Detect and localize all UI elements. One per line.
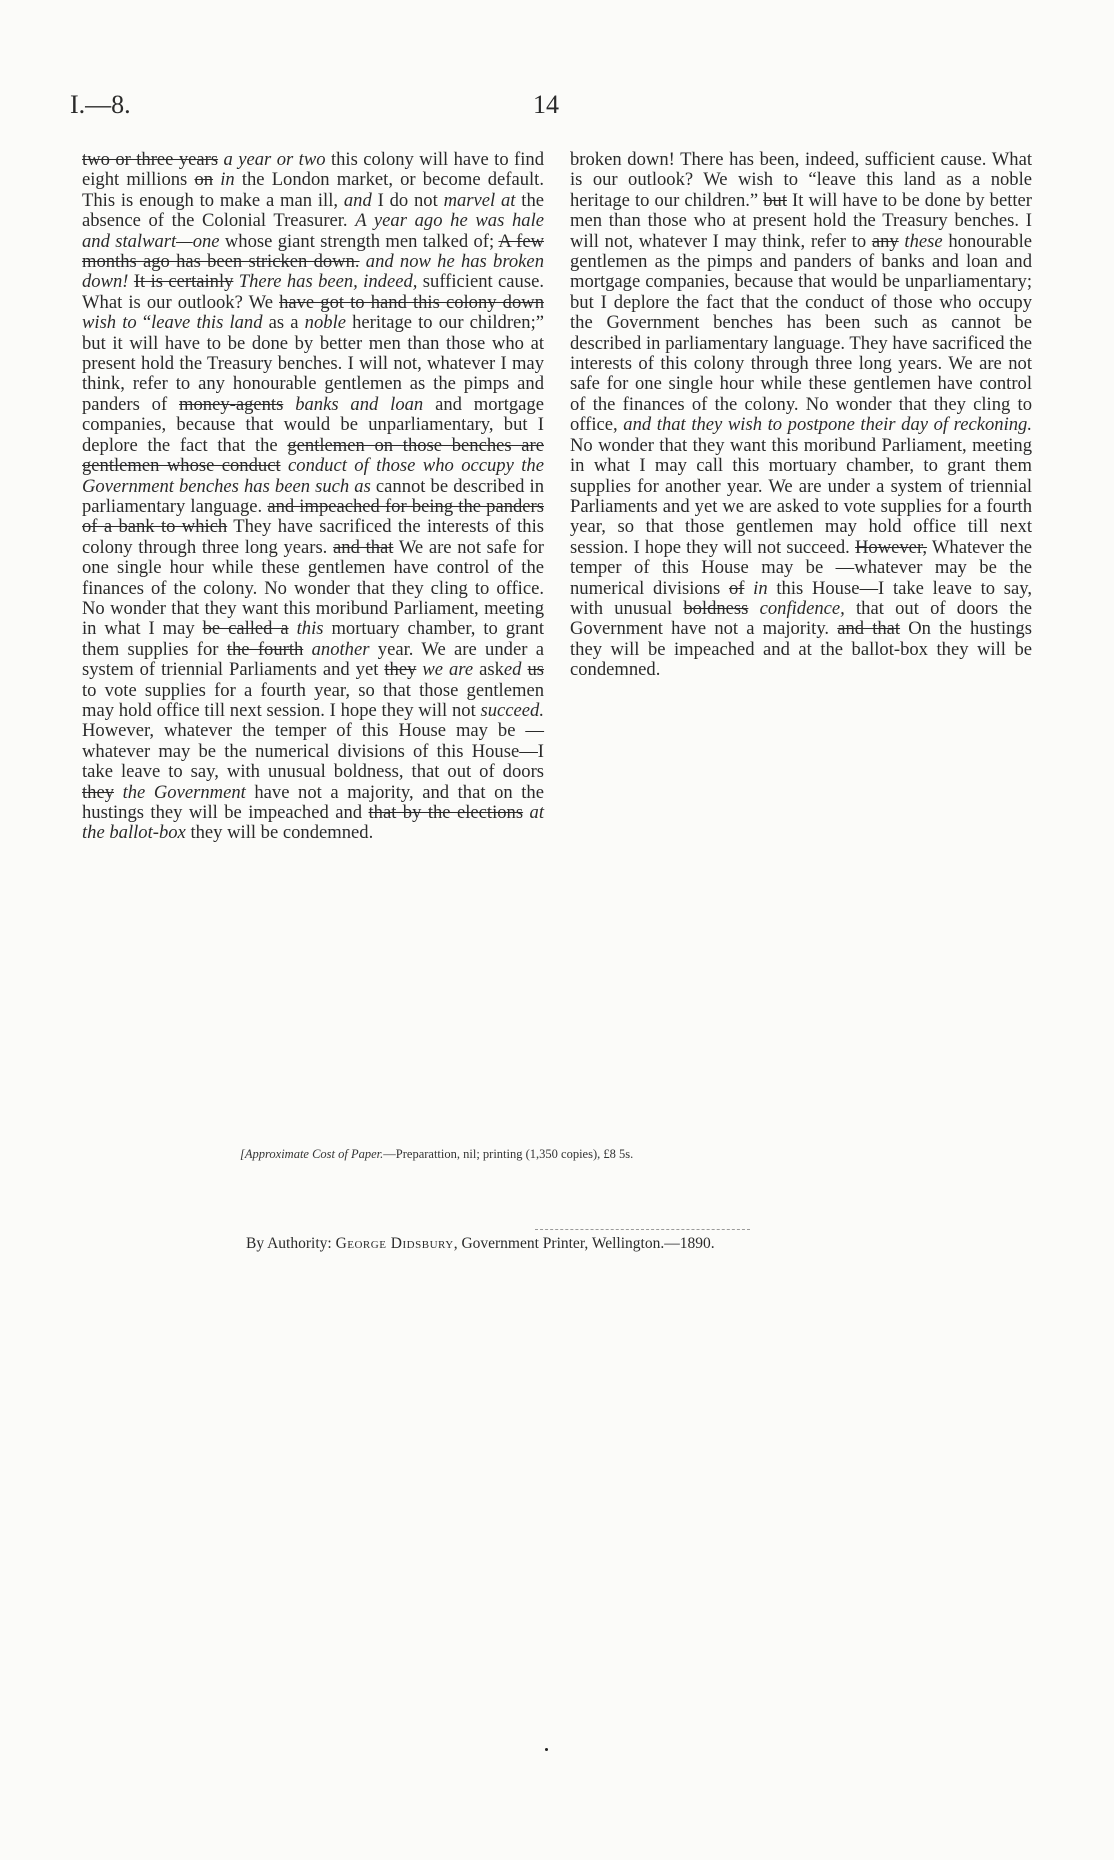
body-text: Whatever the temper of this House may be —whatever may be the numerical divisions (570, 536, 1032, 599)
italic-insertion: and now he has broken down! (82, 251, 544, 293)
page-mark (545, 1748, 548, 1751)
struck-text: be called a (202, 618, 289, 640)
italic-insertion: these (904, 230, 943, 252)
authority-prefix: By Authority: (246, 1235, 336, 1252)
body-text: as a (262, 312, 305, 334)
italic-insertion: succeed. (480, 699, 544, 721)
body-text: whose giant strength men talked of; (219, 230, 499, 252)
struck-text: and that (333, 536, 394, 558)
authority-line (246, 1235, 946, 1253)
body-text (114, 782, 123, 803)
struck-text: on (194, 169, 214, 191)
body-text: they will be condemned. (185, 822, 374, 844)
struck-text: A few months ago has been stricken down. (82, 230, 545, 273)
struck-text: that by the elections (368, 802, 524, 823)
body-text: to vote supplies for a fourth year, so that those gentlemen may hold office till next session. I hope they will not (82, 679, 544, 721)
body-text: They have sacrificed the interests of this colony through three long years. (82, 516, 544, 558)
left-column-text (82, 150, 544, 844)
italic-insertion: noble (304, 312, 346, 334)
italic-insertion: There has been, indeed, (238, 271, 418, 293)
cost-label: [Approximate Cost of Paper. (240, 1147, 384, 1161)
document-code: I.—8. (70, 90, 131, 119)
body-text: mortuary chamber, to grant them supplies for (82, 618, 545, 660)
struck-text: any (871, 230, 899, 252)
struck-text: However, (854, 536, 928, 558)
struck-text: they (82, 781, 115, 803)
body-text: the absence of the Colonial Treasurer. (82, 189, 545, 232)
italic-insertion: confidence, (759, 597, 845, 619)
body-text (303, 639, 311, 660)
struck-text: two or three years (82, 149, 219, 170)
italic-insertion: ed (503, 659, 522, 681)
body-text: broken down! There has been, indeed, sufficient cause. What is our outlook? We wish to “leave this land as a noble heritage to our children.” (570, 149, 1032, 211)
italic-insertion: leave this land (151, 312, 263, 334)
italic-insertion: and that they wish to postpone their day of reckoning. (623, 414, 1032, 436)
struck-text: and impeached for being the panders of a bank to which (82, 495, 544, 538)
struck-text: gentlemen on those benches are gentlemen whose conduct (82, 434, 544, 477)
body-text (281, 455, 288, 476)
body-text: I do not (371, 189, 444, 211)
italic-insertion: this (296, 618, 324, 640)
struck-text: money-agents (179, 393, 284, 415)
body-text: However, whatever the temper of this House may be —whatever may be the numerical divisions of this House—I take leave to say, with unusual boldness, that out of doors (82, 720, 544, 783)
body-text: this House—I take leave to say, with unusual (570, 577, 1032, 619)
italic-insertion: in (753, 577, 768, 599)
italic-insertion: conduct of those who occupy the Government benches has been such as (82, 455, 544, 497)
page-number: 14 (533, 90, 559, 119)
page-header (70, 90, 990, 130)
struck-text: but (763, 189, 787, 211)
body-text: sufficient cause. What is our outlook? We (82, 271, 544, 313)
struck-text: boldness (683, 597, 749, 619)
italic-insertion: and (343, 189, 372, 211)
right-column-text (570, 150, 1032, 681)
italic-insertion: A year ago he was hale and stalwart—one (82, 210, 544, 252)
struck-text: of (728, 577, 745, 599)
body-text: cannot be described in parliamentary language. (82, 475, 545, 517)
italic-insertion: banks and loan (295, 393, 424, 415)
authority-suffix: , Government Printer, Wellington.—1890. (453, 1235, 715, 1252)
right-column (570, 150, 1032, 681)
body-text: “ (136, 312, 152, 334)
body-text: heritage to our children;” but it will have to be done by better men than those who at present hold the Treasury benches. I will not, whatever I may think, refer to any honourable gentlemen as the pimps and panders of (82, 312, 544, 415)
cost-note (240, 1147, 940, 1162)
left-column (82, 150, 544, 844)
italic-insertion: another (311, 638, 370, 660)
struck-text: they (384, 659, 417, 681)
italic-insertion: a year or two (223, 149, 326, 170)
printer-name: George Didsbury (335, 1235, 454, 1252)
body-text (748, 598, 759, 619)
body-text (289, 618, 297, 639)
body-text: have not a majority, and that on the hustings they will be impeached and (82, 781, 544, 823)
body-text: the London market, or become default. This is enough to make a man ill, (82, 169, 544, 211)
struck-text: It is certainly (133, 271, 234, 293)
italic-insertion: marvel at (443, 189, 516, 211)
body-text (283, 394, 295, 415)
italic-insertion: in (220, 169, 235, 191)
body-text: this colony will have to find eight millions (82, 149, 544, 191)
struck-text: and that (837, 618, 901, 640)
body-text: that out of doors the Government have not a majority. (570, 597, 1033, 640)
body-text (744, 578, 753, 599)
struck-text: have got to hand this colony down (279, 291, 544, 313)
body-text: No wonder that they want this moribund Parliament, meeting in what I may call this mortuary chamber, to grant them supplies for another year. We are under a system of triennial Parliaments and yet we are asked to vote supplies for a fourth year, so that those gentlemen may hold office till next session. I hope they will not succeed. (570, 434, 1032, 558)
body-text: ask (473, 659, 504, 681)
cost-text: —Preparattion, nil; printing (1,350 copies), £8 5s. (383, 1147, 634, 1161)
italic-insertion: wish to (82, 312, 137, 334)
body-text: We are not safe for one single hour while these gentlemen have control of the finances of the colony. No wonder that they cling to office. No wonder that they want this moribund Parliament, meeting in what I may (82, 536, 544, 640)
body-text: It will have to be done by better men than those who at present hold the Treasury benches. I will not, whatever I may think, refer to (570, 189, 1032, 252)
italic-insertion: at the ballot-box (82, 802, 544, 844)
body-text: and mortgage companies, because that would be unparliamentary, but I deplore the fact that the (82, 393, 544, 456)
italic-insertion: the Government (122, 781, 246, 803)
struck-text: the fourth (226, 638, 304, 660)
footer-divider (535, 1229, 750, 1230)
italic-insertion: we are (422, 659, 474, 681)
body-text: On the hustings they will be impeached and at the ballot-box they will be condemned. (570, 618, 1032, 681)
body-text: year. We are under a system of triennial Parliaments and yet (82, 638, 544, 681)
body-text: honourable gentlemen as the pimps and panders of banks and loan and mortgage companies, because that would be unparliamentary; but I deplore the fact that the conduct of those who occupy the Government benches has been such as cannot be described in parliamentary language. They have sacrificed the interests of this colony through three long years. We are not safe for one single hour while these gentlemen have control of the finances of the colony. No wonder that they cling to office, (570, 230, 1033, 436)
struck-text: us (527, 659, 545, 681)
